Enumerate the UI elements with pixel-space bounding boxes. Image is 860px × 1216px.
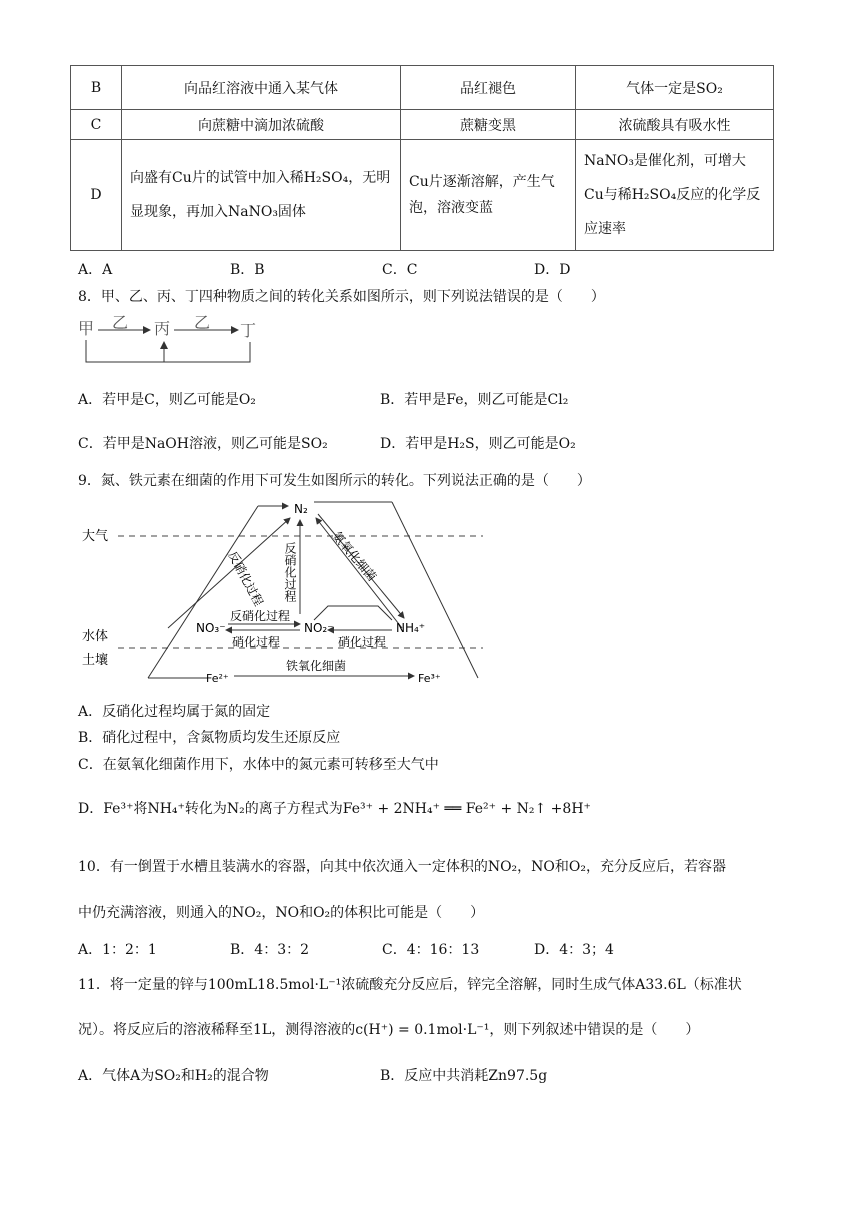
- label-nitr-1: 硝化过程: [232, 635, 281, 649]
- q7-option-d[interactable]: D．D: [534, 262, 571, 278]
- no2-label: NO₂⁻: [304, 621, 334, 635]
- label-denit-h: 反硝化过程: [230, 609, 291, 623]
- q11-option-a[interactable]: A．气体A为SO₂和H₂的混合物: [78, 1068, 269, 1084]
- zone-atmosphere: 大气: [82, 529, 109, 544]
- diagram-label-yi-2: 乙: [194, 314, 211, 332]
- row-phenomenon: 蔗糖变黑: [401, 110, 576, 140]
- q11-stem-2: 况）。将反应后的溶液稀释至1L，测得溶液的c(H⁺) = 0.1mol·L⁻¹，则下列叙述中错误的是（ ）: [78, 1022, 700, 1038]
- fe2-label: Fe²⁺: [206, 672, 229, 685]
- q9-diagram: [78, 496, 488, 692]
- diagram-label-yi-1: 乙: [112, 314, 129, 332]
- row-letter: D: [71, 140, 122, 251]
- q7-option-a[interactable]: A．A: [78, 262, 113, 278]
- q11-stem-1: 11．将一定量的锌与100mL18.5mol·L⁻¹浓硫酸充分反应后，锌完全溶解，同时生成气体A33.6L（标准状: [78, 977, 742, 993]
- no3-label: NO₃⁻: [196, 621, 226, 635]
- row-operation: 向品红溶液中通入某气体: [122, 66, 401, 110]
- diagram-label-bing: 丙: [154, 319, 171, 338]
- q7-option-b[interactable]: B．B: [230, 262, 265, 278]
- q7-table: [70, 65, 774, 251]
- label-nitr-2: 硝化过程: [338, 635, 387, 649]
- row-phenomenon: 品红褪色: [401, 66, 576, 110]
- zone-water: 水体: [82, 629, 109, 644]
- row-operation: 向盛有Cu片的试管中加入稀H₂SO₄，无明显现象，再加入NaNO₃固体: [122, 140, 401, 251]
- q9-option-c[interactable]: C．在氨氧化细菌作用下，水体中的氮元素可转移至大气中: [78, 757, 439, 773]
- q10-stem-2: 中仍充满溶液，则通入的NO₂，NO和O₂的体积比可能是（ ）: [78, 905, 485, 921]
- diagram-label-ding: 丁: [240, 321, 257, 340]
- fe3-label: Fe³⁺: [418, 672, 441, 685]
- q8-option-d[interactable]: D．若甲是H₂S，则乙可能是O₂: [380, 436, 576, 452]
- table-row: [71, 66, 774, 110]
- q10-option-c[interactable]: C．4：16：13: [382, 942, 480, 958]
- q9-option-a[interactable]: A．反硝化过程均属于氮的固定: [78, 704, 271, 720]
- label-denit-left: 反硝化过程: [225, 548, 266, 609]
- q7-option-c[interactable]: C．C: [382, 262, 418, 278]
- label-ammox: 氨氧化细菌: [329, 528, 380, 584]
- q8-option-b[interactable]: B．若甲是Fe，则乙可能是Cl₂: [380, 392, 569, 408]
- q8-option-c[interactable]: C．若甲是NaOH溶液，则乙可能是SO₂: [78, 436, 328, 452]
- q10-option-d[interactable]: D．4：3；4: [534, 942, 614, 958]
- row-phenomenon: Cu片逐渐溶解，产生气泡，溶液变蓝: [401, 140, 576, 251]
- q10-stem-1: 10．有一倒置于水槽且装满水的容器，向其中依次通入一定体积的NO₂，NO和O₂，充分反应后，若容器: [78, 859, 726, 875]
- table-row: [71, 140, 774, 251]
- q8-option-a[interactable]: A．若甲是C，则乙可能是O₂: [78, 392, 256, 408]
- q10-option-b[interactable]: B．4：3：2: [230, 942, 310, 958]
- row-conclusion: NaNO₃是催化剂，可增大Cu与稀H₂SO₄反应的化学反应速率: [576, 140, 774, 251]
- q10-option-a[interactable]: A．1：2：1: [78, 942, 157, 958]
- label-denit-mid: 反硝化过程: [283, 542, 297, 602]
- nh4-label: NH₄⁺: [396, 621, 426, 635]
- q9-option-d[interactable]: D．Fe³⁺将NH₄⁺转化为N₂的离子方程式为Fe³⁺ + 2NH₄⁺ ══ Fe²⁺ + N₂↑ +8H⁺: [78, 801, 591, 817]
- row-letter: C: [71, 110, 122, 140]
- row-operation: 向蔗糖中滴加浓硫酸: [122, 110, 401, 140]
- row-conclusion: 气体一定是SO₂: [576, 66, 774, 110]
- q9-option-b[interactable]: B．硝化过程中，含氮物质均发生还原反应: [78, 730, 341, 746]
- q8-stem: 8．甲、乙、丙、丁四种物质之间的转化关系如图所示，则下列说法错误的是（ ）: [78, 289, 605, 305]
- q8-diagram: [78, 314, 278, 370]
- label-fe-bact: 铁氧化细菌: [286, 659, 347, 673]
- diagram-label-jia: 甲: [78, 319, 95, 338]
- zone-soil: 土壤: [82, 653, 109, 668]
- q11-option-b[interactable]: B．反应中共消耗Zn97.5g: [380, 1068, 548, 1084]
- n2-label: N₂: [294, 502, 308, 516]
- row-conclusion: 浓硫酸具有吸水性: [576, 110, 774, 140]
- table-row: [71, 110, 774, 140]
- row-letter: B: [71, 66, 122, 110]
- q9-stem: 9．氮、铁元素在细菌的作用下可发生如图所示的转化。下列说法正确的是（ ）: [78, 473, 591, 489]
